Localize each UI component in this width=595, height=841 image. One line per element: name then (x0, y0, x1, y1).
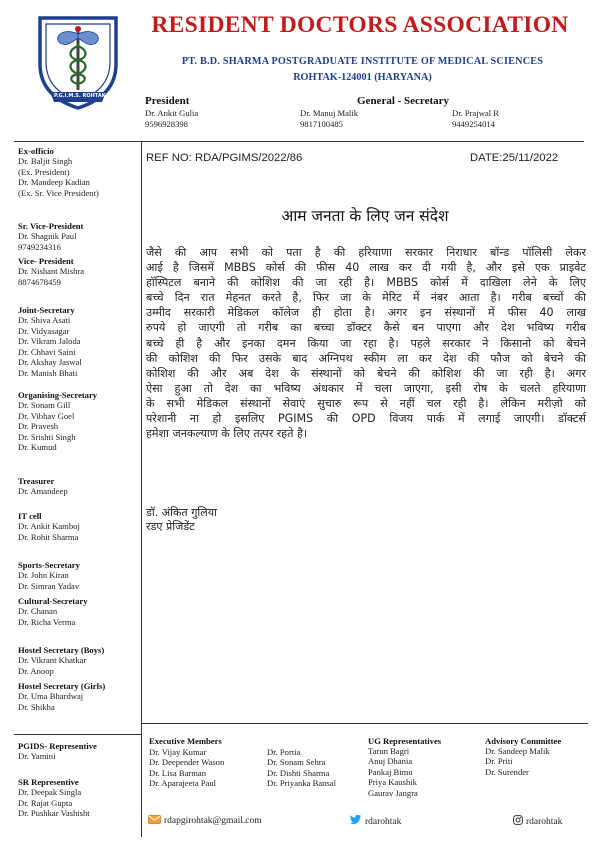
body-line: ऐसा हुआ तो देश का भविष्य अंधकार में चला जाएगा, इसी रोष के चलते हरियाणा (146, 381, 586, 395)
body-line: उम्मीद सरकारी मेडिकल कॉलेज ही होता है। अगर इन संस्थानों में फीस 40 लाख (146, 306, 586, 320)
body-line: के सभी मेडिकल संस्थानों सेवाएं सुचारु रूप से नहीं चल रही है। लेकिन मरीज़ो को (146, 396, 586, 410)
email-contact[interactable] (148, 815, 262, 827)
gen-secretary-1-name: Dr. Manuj Malik (300, 108, 359, 118)
institute-address: ROHTAK-124001 (HARYANA) (293, 72, 432, 83)
body-line: जैसे की आप सभी को पता है की हरियाणा सरकार निराधार बॉन्ड पॉलिसी लेकर (146, 246, 586, 259)
twitter-contact[interactable] (350, 815, 401, 828)
letter-subject: आम जनता के लिए जन संदेश (281, 207, 449, 225)
reference-number: REF NO: RDA/PGIMS/2022/86 (146, 152, 303, 164)
ug-representatives: UG Representatives Tarun Bagri Anuj Dhania Pankaj Bimu Priya Kaushik Gaurav Jangra (368, 736, 442, 798)
logo-caption: P.G.I.M.S. ROHTAK (54, 93, 106, 99)
body-line: हमेशा जनकल्याण के लिए तत्पर रहते है। (146, 427, 308, 441)
sidebar-section-sports-secretary: Sports-Secretary Dr. John Kiran Dr. Simran Yadav (18, 560, 80, 591)
sidebar-section-hostel-girls: Hostel Secretary (Girls) Dr. Uma Bhardwaj Dr. Shikha (18, 681, 106, 712)
body-line: आई है जिसमें MBBS कोर्स की फीस 40 लाख कर दी गयी है, और इसे एक प्राइवेट (146, 261, 586, 275)
president-phone: 9596928398 (145, 118, 188, 129)
letter-body (146, 245, 586, 441)
advisory-committee: Advisory Committee Dr. Sandeep Malik Dr. Priti Dr. Surender (485, 736, 562, 777)
body-line: हॉस्पिटल बनाने की कोशिश की जा रही है। MBBS कोर्स में दाखिला लेने के लिए (146, 276, 586, 290)
executive-col-1: Dr. Vijay Kumar Dr. Deepender Wason Dr. Lisa Barman Dr. Aparajeeta Paul (149, 747, 225, 789)
footer-divider (142, 723, 588, 724)
sidebar-section-it-cell: IT cell Dr. Ankit Kamboj Dr. Rohit Sharma (18, 511, 80, 542)
sidebar-section-ex-officio: Ex-officio Dr. Baljit Singh (Ex. President) Dr. Mandeep Kadian (Ex. Sr. Vice President) (18, 146, 99, 198)
executive-col-2: Dr. Portia Dr. Sonam Sehra Dr. Dishti Sharma Dr. Priyanka Bansal (267, 747, 336, 789)
sidebar-divider (141, 141, 142, 837)
body-line: रुपये हो जाएगी तो गरीब का बच्चा डॉक्टर कैसे बन पाएगा और देश भविष्य गरीब (146, 321, 586, 335)
gen-secretary-1 (300, 108, 358, 129)
sidebar-footer-divider (14, 734, 141, 735)
logo-emblem (34, 12, 122, 112)
executive-members (149, 736, 222, 746)
sidebar-section-cultural-secretary: Cultural-Secretary Dr. Chanan Dr. Richa Verma (18, 596, 88, 627)
president-name: Dr. Ankit Gulia (145, 108, 199, 118)
sidebar-section-sr-representive: SR Representive Dr. Deepak Singla Dr. Rajat Gupta Dr. Pushkar Vashisht (18, 777, 90, 819)
instagram-icon (513, 815, 523, 828)
body-line: कोशिश की और अब देश के संस्थानों को बेचने की कोशिश की जा रही है। अगर (146, 366, 586, 380)
twitter-icon (350, 815, 362, 828)
mail-icon (148, 815, 161, 827)
gen-secretary-2-phone: 9449254014 (452, 118, 495, 129)
signature-name: डॉ. अंकित गुलिया (146, 506, 217, 519)
sidebar-section-sr-vice-president: Sr. Vice-President Dr. Shagnik Paul 9749234316 (18, 221, 84, 252)
twitter-handle: rdarohtak (365, 816, 402, 827)
sidebar-section-hostel-boys: Hostel Secretary (Boys) Dr. Vikrant Khatkar Dr. Anoop (18, 645, 105, 676)
gen-secretary-role: General - Secretary (357, 95, 450, 107)
body-line: बच्चे ही है और इनका दमन किया जा रहा है। पहले सरकार ने किसानो को बेचने (146, 336, 586, 350)
header-divider (14, 141, 584, 142)
body-line: बच्चे दिन रात मेहनत करते है, फिर जा के मेरिट में नंबर आता है। गरीब बच्चों की (146, 291, 586, 305)
instagram-handle: rdarohtak (526, 816, 563, 827)
gen-secretary-1-phone: 9817100485 (300, 118, 343, 129)
signature-block (146, 506, 217, 533)
sidebar-section-organising-secretary: Organising-Secretary Dr. Sonam Gill Dr. Vibhav Goel Dr. Pravesh Dr. Srishti Singh Dr. Kumud (18, 390, 98, 453)
org-title: RESIDENT DOCTORS ASSOCIATION (151, 12, 569, 38)
gen-secretary-2-name: Dr. Prajwal R (452, 108, 500, 118)
gen-secretary-2 (452, 108, 499, 129)
sidebar-section-pgids-representive: PGIDS- Representive Dr. Yamini (18, 741, 97, 761)
executive-heading: Executive Members (149, 736, 222, 746)
sidebar-section-joint-secretary: Joint-Secretary Dr. Shiva Asati Dr. Vidyasagar Dr. Vikram Jaloda Dr. Chhavi Saini Dr. Akshay Jaswal Dr. Manish Bhati (18, 305, 82, 378)
sidebar-section-vice-president: Vice- President Dr. Nishant Mishra 8874678459 (18, 256, 85, 287)
body-line: की कोशिश की फिर उसके बाद अग्निपथ स्कीम ला कर देश की फौज को बेचने की (146, 351, 586, 365)
instagram-contact[interactable] (513, 815, 562, 828)
body-line: परेशानी ना हो इसलिए PGIMS की OPD विजय पार्क में लगाई जाएगी। डॉक्टर्स (146, 412, 586, 426)
president-block (145, 95, 198, 129)
institute-name: PT. B.D. SHARMA POSTGRADUATE INSTITUTE OF MEDICAL SCIENCES (181, 56, 544, 67)
signature-title: रडए प्रेजिडेंट (146, 519, 195, 533)
email-text: rdapgirohtak@gmail.com (164, 816, 262, 826)
letter-date: DATE:25/11/2022 (470, 152, 559, 164)
sidebar-section-treasurer: Treasurer Dr. Amandeep (18, 476, 68, 496)
president-role: President (145, 95, 190, 107)
